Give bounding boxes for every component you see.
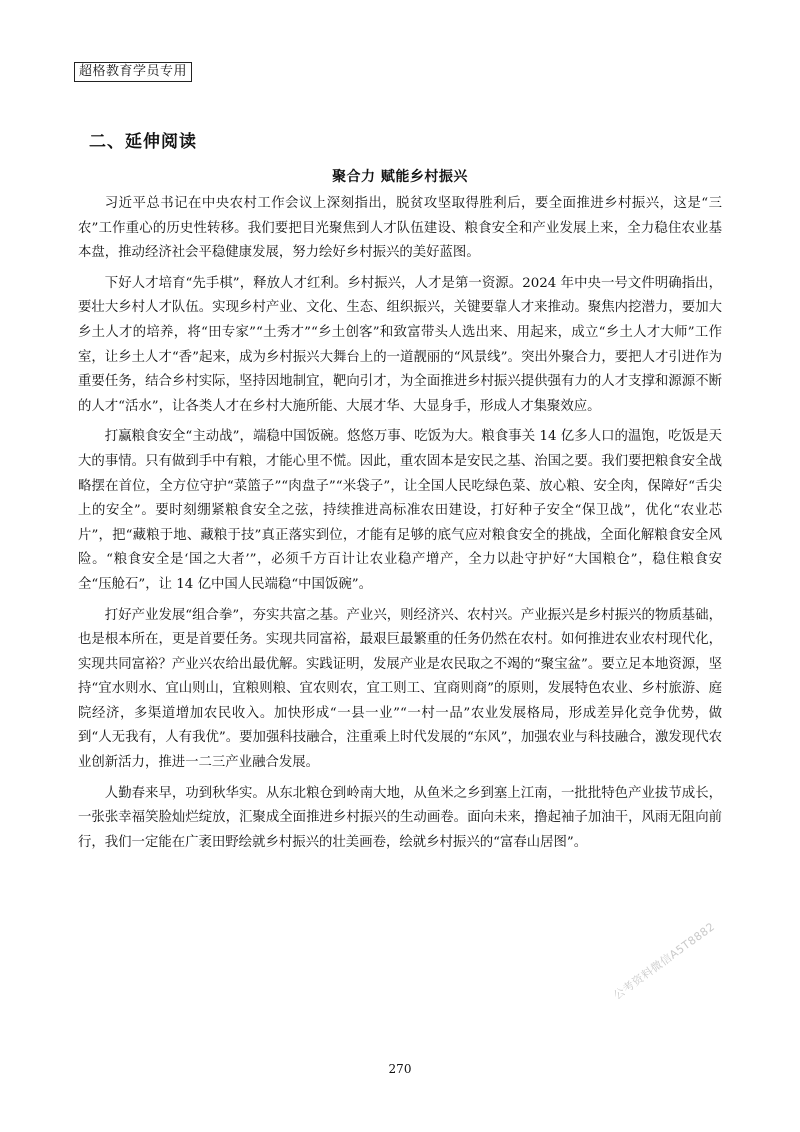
paragraph: 下好人才培育“先手棋”，释放人才红利。乡村振兴，人才是第一资源。2024 年中央一号文件明确指出，要壮大乡村人才队伍。实现乡村产业、文化、生态、组织振兴，关键要靠人才来推动。聚焦内挖潜力，要加大乡土人才的培养，将“田专家”“土秀才”“乡土创客”和致富带头人选出来、用起来，成立“乡土人才大师”工作室，让乡土人才“香”起来，成为乡村振兴大舞台上的一道靓丽的“风景线”。突出外聚合力，要把人才引进作为重要任务，结合乡村实际，坚持因地制宜，靶向引才，为全面推进乡村振兴提供强有力的人才支撑和源源不断的人才“活水”，让各类人才在乡村大施所能、大展才华、大显身手，形成人才集聚效应。 [78,275,722,414]
article-body [78,192,722,861]
section-heading: 二、延伸阅读 [89,132,197,152]
paragraph: 人勤春来早，功到秋华实。从东北粮仓到岭南大地，从鱼米之乡到塞上江南，一批批特色产业拔节成长，一张张幸福笑脸灿烂绽放，汇聚成全面推进乡村振兴的生动画卷。面向未来，撸起袖子加油干，风雨无阻向前行，我们一定能在广袤田野绘就乡村振兴的壮美画卷，绘就乡村振兴的“富春山居图”。 [78,785,722,850]
article-title: 聚合力 赋能乡村振兴 [332,169,468,185]
paragraph: 习近平总书记在中央农村工作会议上深刻指出，脱贫攻坚取得胜利后，要全面推进乡村振兴，这是“三农”工作重心的历史性转移。我们要把目光聚焦到人才队伍建设、粮食安全和产业发展上来，全力稳住农业基本盘，推动经济社会平稳健康发展，努力绘好乡村振兴的美好蓝图。 [78,196,722,261]
page-number: 270 [388,1062,412,1076]
watermark: 公考资料微信A5T8882 [611,920,718,1003]
paragraph: 打赢粮食安全“主动战”，端稳中国饭碗。悠悠万事、吃饭为大。粮食事关 14 亿多人口的温饱，吃饭是天大的事情。只有做到手中有粮，才能心里不慌。因此，重农固本是安民之基、治国之要。我们要把粮食安全战略摆在首位，全方位守护“菜篮子”“肉盘子”“米袋子”，让全国人民吃绿色菜、放心粮、安全肉，保障好“舌尖上的安全”。要时刻绷紧粮食安全之弦，持续推进高标准农田建设，打好种子安全“保卫战”，优化“农业芯片”，把“藏粮于地、藏粮于技”真正落实到位，才能有足够的底气应对粮食安全的挑战，全面化解粮食安全风险。“粮食安全是‘国之大者’”，必须千方百计让农业稳产增产，全力以赴守护好“大国粮仓”，稳住粮食安全“压舱石”，让 14 亿中国人民端稳“中国饭碗”。 [78,429,722,592]
paragraph: 打好产业发展“组合拳”，夯实共富之基。产业兴，则经济兴、农村兴。产业振兴是乡村振兴的物质基础，也是根本所在，更是首要任务。实现共同富裕，最艰巨最繁重的任务仍然在农村。如何推进农业农村现代化，实现共同富裕？产业兴农给出最优解。实践证明，发展产业是农民取之不竭的“聚宝盆”。要立足本地资源，坚持“宜水则水、宜山则山，宜粮则粮、宜农则农，宜工则工、宜商则商”的原则，发展特色农业、乡村旅游、庭院经济，多渠道增加农民收入。加快形成“一县一业”“一村一品”农业发展格局，形成差异化竞争优势，做到“人无我有，人有我优”。要加强科技融合，注重乘上时代发展的“东风”，加强农业与科技融合，激发现代农业创新活力，推进一二三产业融合发展。 [78,607,722,771]
header-stamp: 超格教育学员专用 [74,62,192,82]
